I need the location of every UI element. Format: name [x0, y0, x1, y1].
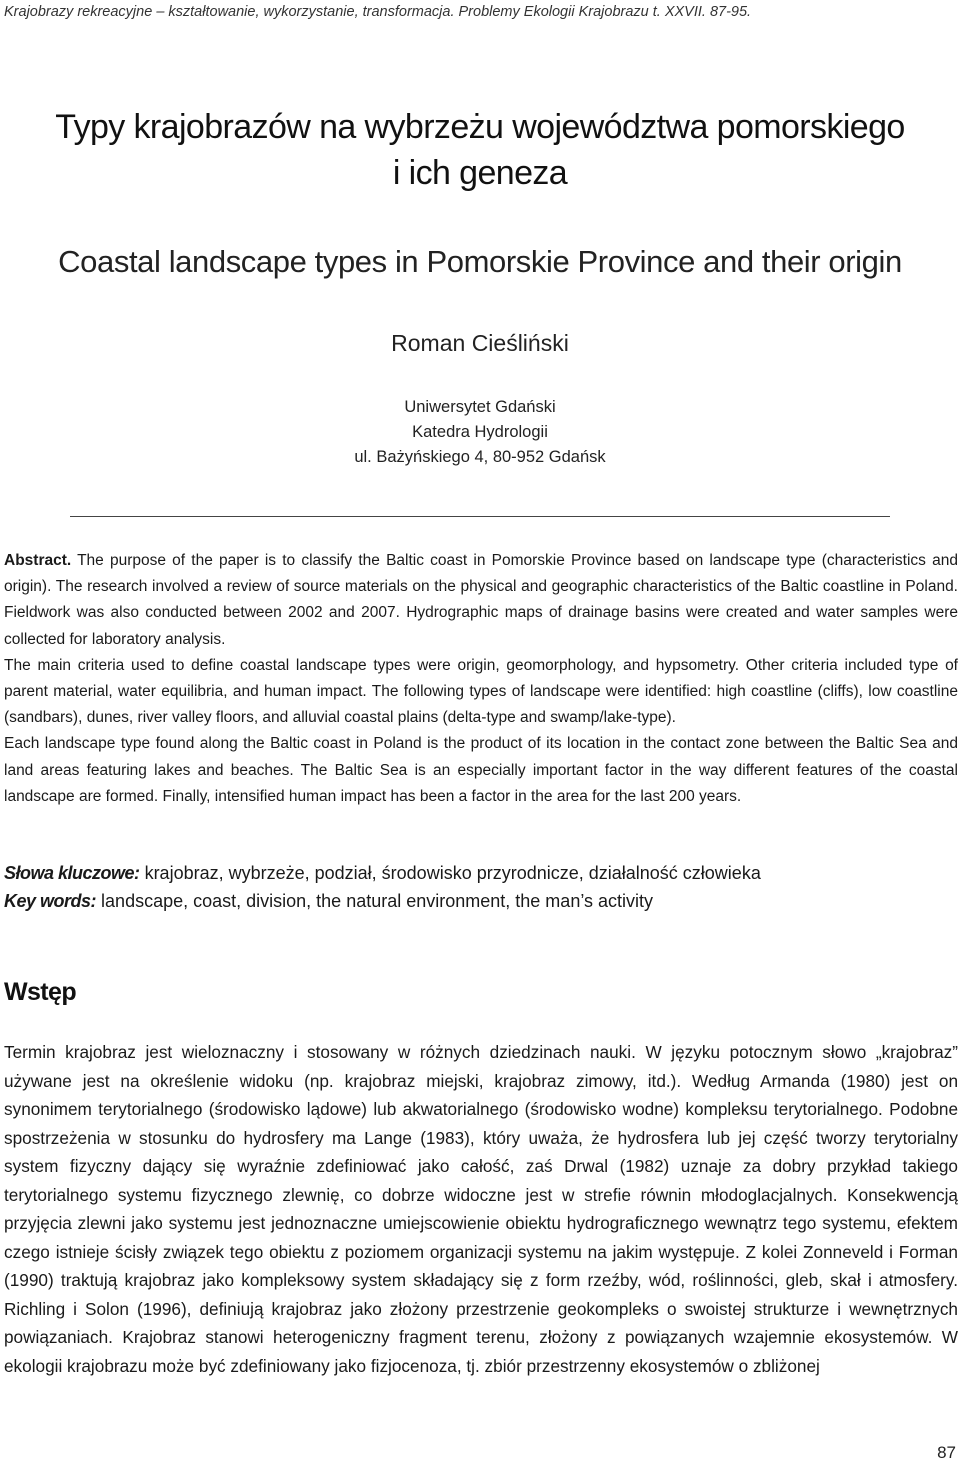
- abstract-paragraph-3: Each landscape type found along the Baltic coast in Poland is the product of its location in the contact zone between the Baltic Sea and land areas featuring lakes and beaches. The Baltic Sea is an especially important factor in the way different features of the coastal landscape are formed. Finally, intensified human impact has been a factor in the area for the last 200 years.: [4, 735, 958, 805]
- running-head: Krajobrazy rekreacyjne – kształtowanie, wykorzystanie, transformacja. Problemy Ekologii Krajobrazu t. XXVII. 87-95.: [4, 4, 752, 20]
- keywords-polish: [4, 860, 958, 886]
- introduction-paragraph: Termin krajobraz jest wieloznaczny i stosowany w różnych dziedzinach nauki. W języku potocznym słowo „krajobraz” używane jest na określenie widoku (np. krajobraz miejski, krajobraz zimowy, itd.). Według Armanda (1980) jest on synonimem terytorialnego (środowisko lądowe) lub akwatorialnego (środowisko wodne) kompleksu terytorialnego. Podobne spostrzeżenia w stosunku do hydrosfery ma Lange (1983), który uważa, że hydrosfera lub jej część tworzy terytorialny system fizyczny dający się wyraźnie zdefiniować jako całość, zaś Drwal (1982) uznaje za dobry przykład takiego terytorialnego systemu fizycznego zlewnię, co dobrze widoczne jest w strefie równin młodoglacjalnych. Konsekwencją przyjęcia zlewni jako systemu jest jednoznaczne umiejscowienie obiektu hydrograficznego wewnątrz tego systemu, efektem czego istnieje ścisły związek tego obiektu z poziomem organizacji systemu na jakim występuje. Z kolei Zonneveld i Forman (1990) traktują krajobraz jako kompleksowy system składający się z form rzeźby, wód, roślinności, gleb, skał i atmosfery. Richling i Solon (1996), definiują krajobraz jako złożony przestrzenie geokompleks o swoistej strukturze i wewnętrznych powiązaniach. Krajobraz stanowi heterogeniczny fragment terenu, złożony z powiązanych wzajemnie ekosystemów. W ekologii krajobrazu może być zdefiniowany jako fizjocenoza, tj. zbiór przestrzenny ekosystemów o zbliżonej: [4, 1042, 958, 1376]
- affiliation-department: Katedra Hydrologii: [412, 423, 548, 441]
- affiliation: [0, 395, 960, 470]
- abstract-label: Abstract.: [4, 552, 72, 569]
- keywords-english-label: Key words:: [4, 891, 97, 911]
- affiliation-university: Uniwersytet Gdański: [404, 398, 556, 416]
- abstract-text-1: The purpose of the paper is to classify the Baltic coast in Pomorskie Province based on landscape type (characteristics and origin). The research involved a review of source materials on the physical and geographic characteristics of the Baltic coastline in Poland. Fieldwork was also conducted between 2002 and 2007. Hydrographic maps of drainage basins were created and water samples were collected for laboratory analysis.: [4, 552, 958, 648]
- keywords-english-text: landscape, coast, division, the natural environment, the man’s activity: [101, 891, 654, 911]
- keywords-english: [4, 888, 958, 914]
- abstract-paragraph-2: The main criteria used to define coastal landscape types were origin, geomorphology, and hypsometry. Other criteria included type of parent material, water equilibria, and human impact. The following types of landscape were identified: high coastline (cliffs), low coastline (sandbars), dunes, river valley floors, and alluvial coastal plains (delta-type and swamp/lake-type).: [4, 656, 958, 727]
- author-name: Roman Cieśliński: [391, 330, 569, 356]
- keywords-polish-text: krajobraz, wybrzeże, podział, środowisko przyrodnicze, działalność człowieka: [144, 863, 761, 883]
- title-polish-line-2: i ich geneza: [392, 154, 568, 192]
- title-polish: [0, 104, 960, 196]
- page-number: 87: [937, 1443, 956, 1462]
- introduction-body: [4, 1038, 958, 1380]
- title-polish-line-1: Typy krajobrazów na wybrzeżu województwa pomorskiego: [55, 108, 905, 146]
- separator-line: [70, 516, 890, 517]
- abstract: [4, 548, 958, 810]
- section-heading: Wstęp: [4, 978, 77, 1006]
- abstract-paragraph-1: [4, 548, 958, 653]
- title-english: Coastal landscape types in Pomorskie Province and their origin: [58, 244, 902, 279]
- keywords-polish-label: Słowa kluczowe:: [4, 863, 140, 883]
- affiliation-address: ul. Bażyńskiego 4, 80-952 Gdańsk: [354, 448, 606, 466]
